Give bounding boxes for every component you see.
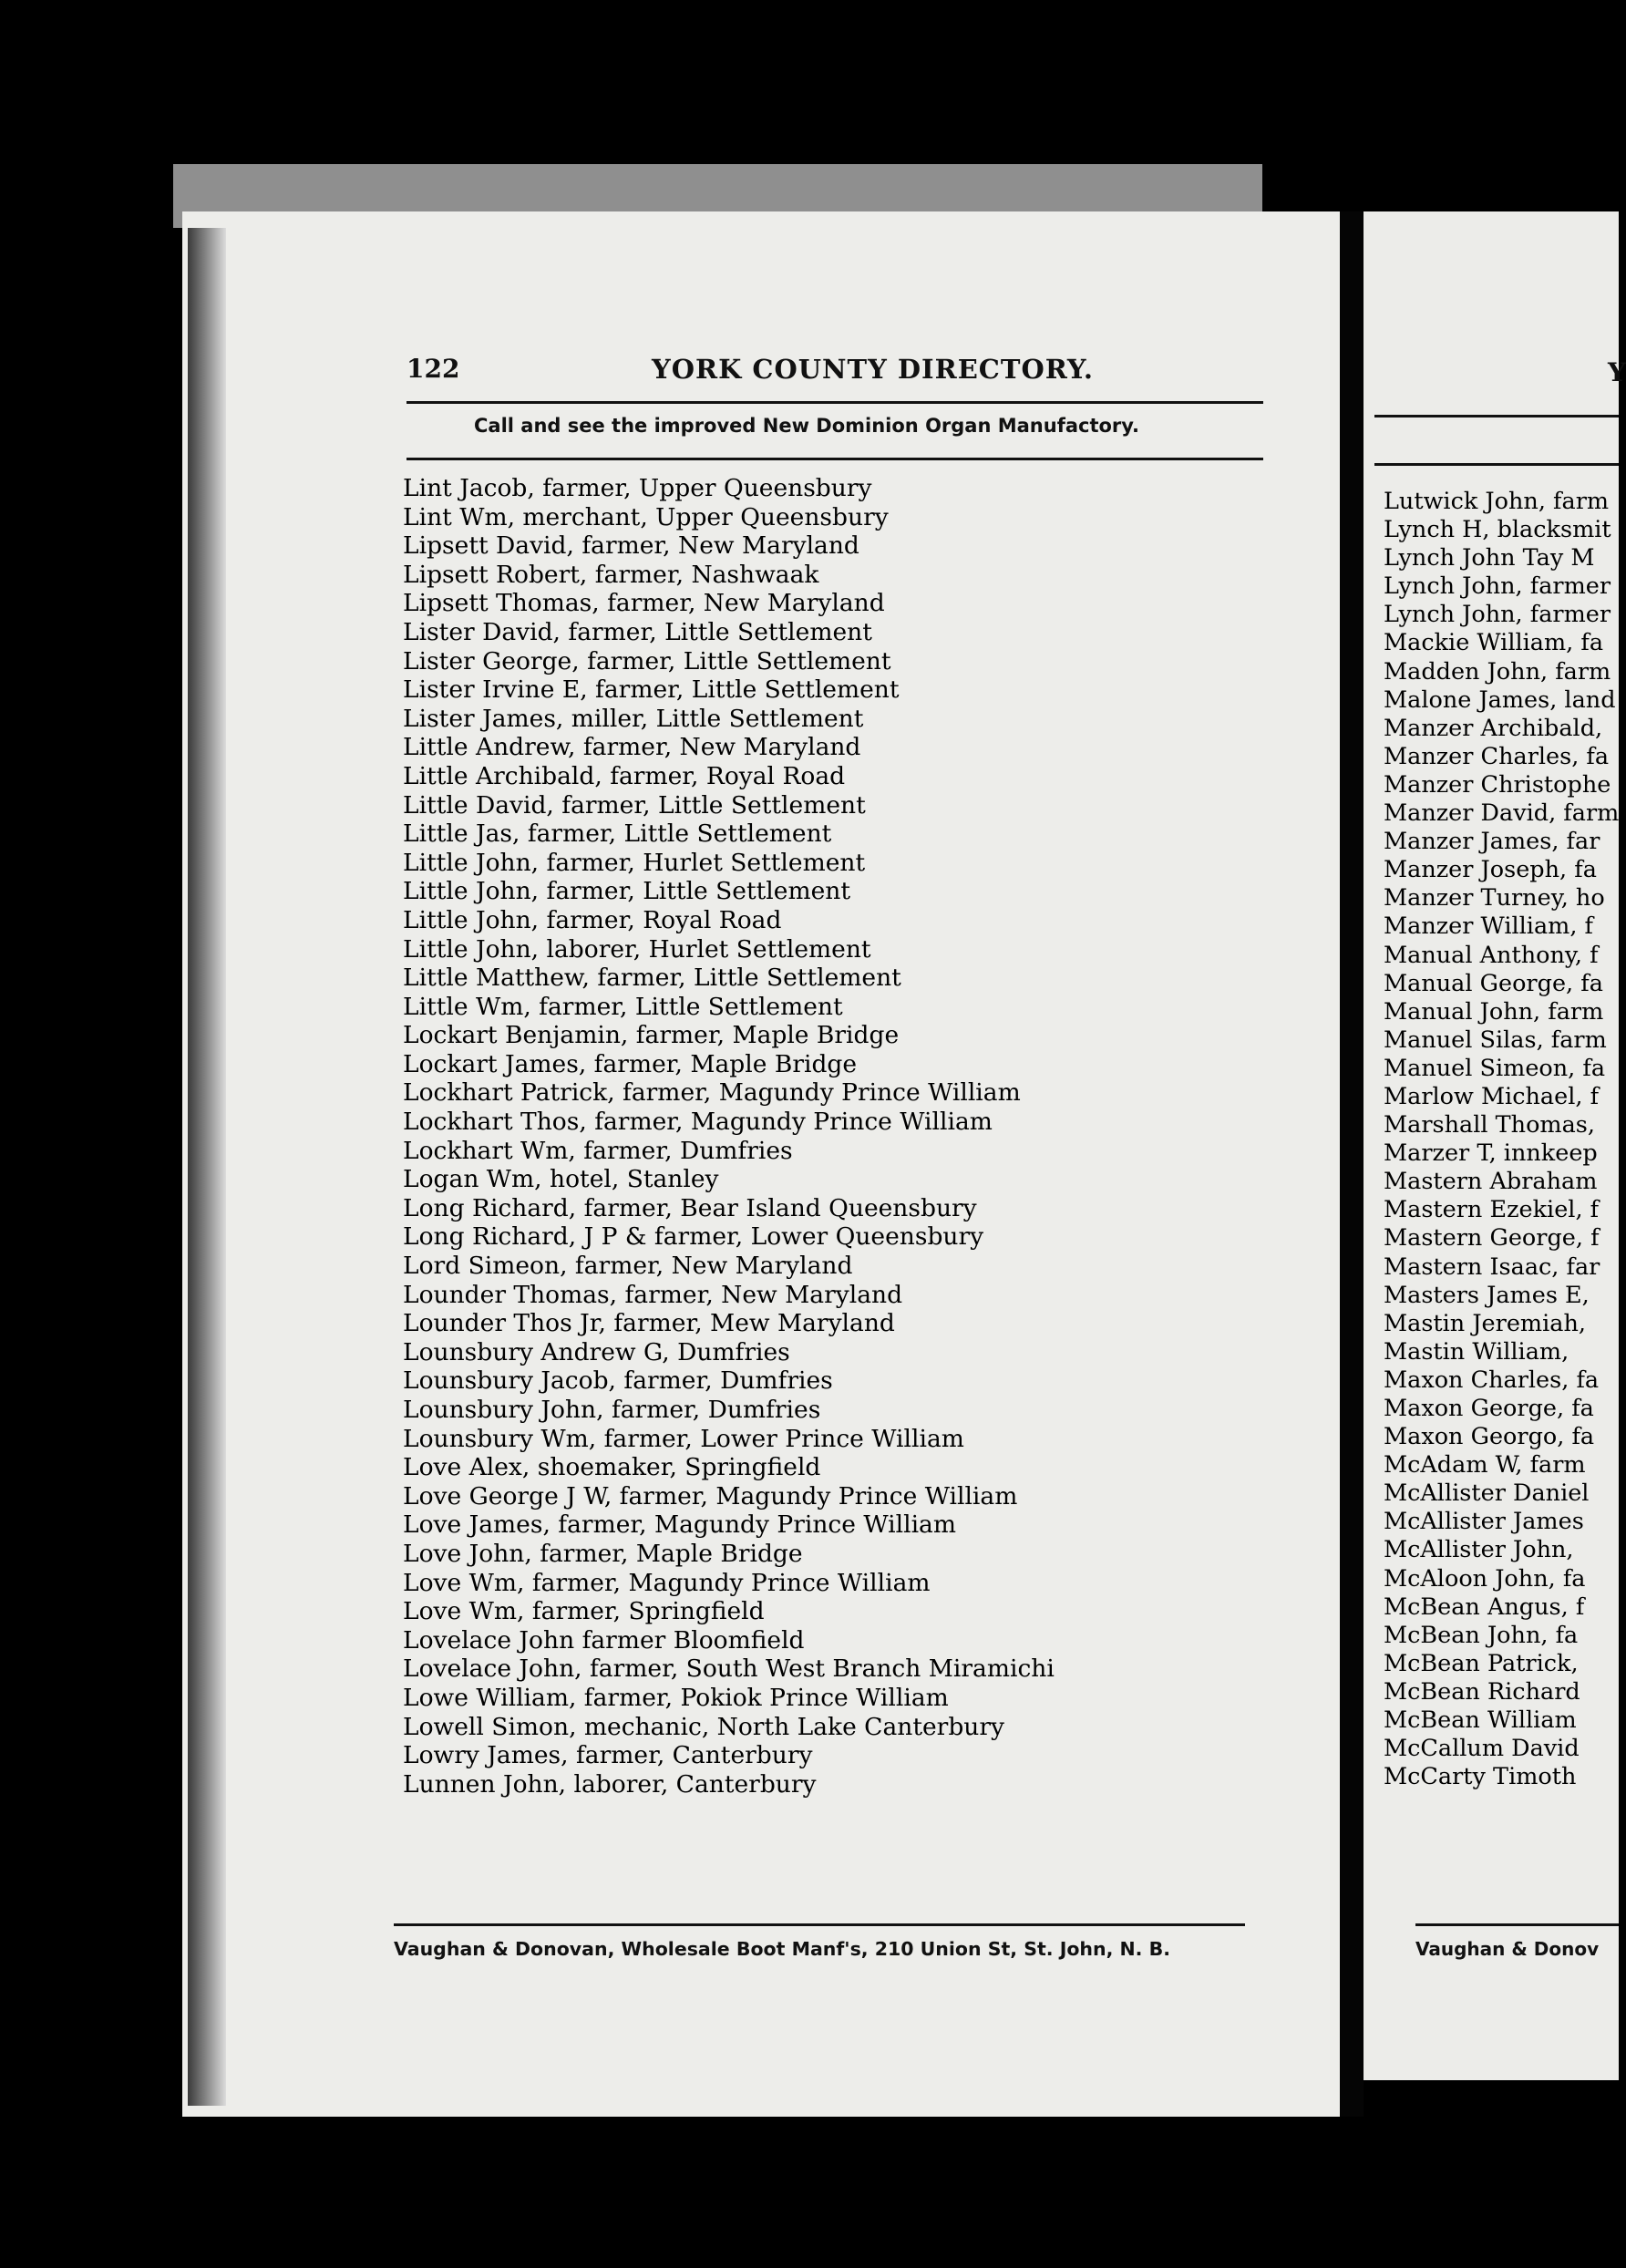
directory-entry: Lounsbury Andrew G, Dumfries	[403, 1337, 790, 1366]
right-page-entry: Marlow Michael, f	[1384, 1082, 1600, 1110]
right-page-entry: McBean Richard	[1384, 1677, 1580, 1706]
directory-listing	[403, 474, 1314, 1799]
right-page-entry: Mastern Isaac, far	[1384, 1253, 1600, 1281]
directory-entry: Little John, laborer, Hurlet Settlement	[403, 934, 871, 964]
directory-entry: Lowe William, farmer, Pokiok Prince William	[403, 1683, 949, 1712]
directory-entry: Lint Wm, merchant, Upper Queensbury	[403, 502, 889, 531]
right-page-entry: Marzer T, innkeep	[1384, 1139, 1598, 1168]
right-page-entry: Lutwick John, farm	[1384, 488, 1610, 515]
right-page-entry: Manual Anthony, f	[1384, 941, 1599, 969]
right-page-entry: Mastern Abraham	[1384, 1168, 1598, 1196]
directory-entry: Lowell Simon, mechanic, North Lake Canterbury	[403, 1712, 1004, 1741]
directory-entry: Love John, farmer, Maple Bridge	[403, 1539, 803, 1568]
right-page-entry: Maxon George, fa	[1384, 1395, 1594, 1422]
directory-entry: Lounsbury Wm, farmer, Lower Prince William	[403, 1424, 964, 1453]
directory-entry: Little Wm, farmer, Little Settlement	[403, 992, 843, 1021]
right-page-entry: Manzer James, far	[1384, 828, 1600, 856]
directory-entry: Lunnen John, laborer, Canterbury	[403, 1769, 817, 1799]
right-page-entry: Manzer Joseph, fa	[1384, 856, 1597, 884]
right-page-entry: Madden John, farm	[1384, 657, 1611, 686]
directory-entry: Lovelace John farmer Bloomfield	[403, 1625, 805, 1655]
right-page-entry: Mastern Ezekiel, f	[1384, 1196, 1600, 1224]
right-page-entry: Lynch John Tay M	[1384, 544, 1595, 572]
right-page-entry: Manzer Turney, ho	[1384, 884, 1605, 912]
directory-entry: Love Alex, shoemaker, Springfield	[403, 1453, 821, 1482]
directory-entry: Logan Wm, hotel, Stanley	[403, 1165, 719, 1194]
directory-entry: Lister James, miller, Little Settlement	[403, 704, 864, 733]
right-header-rule-bottom	[1374, 463, 1619, 466]
right-page-entry: McAllister John,	[1384, 1536, 1574, 1564]
right-page-entry: Lynch H, blacksmit	[1384, 516, 1611, 544]
directory-entry: Lipsett Robert, farmer, Nashwaak	[403, 560, 819, 589]
footer-advertisement: Vaughan & Donovan, Wholesale Boot Manf's, 210 Union St, St. John, N. B.	[394, 1938, 1171, 1960]
directory-entry: Love George J W, farmer, Magundy Prince William	[403, 1481, 1018, 1510]
directory-entry: Little Jas, farmer, Little Settlement	[403, 820, 832, 849]
right-page-entry: Manzer Charles, fa	[1384, 742, 1610, 770]
directory-entry: Lockart James, farmer, Maple Bridge	[403, 1049, 858, 1078]
directory-entry: Little John, farmer, Little Settlement	[403, 877, 850, 906]
page-gutter	[1340, 211, 1364, 2117]
header-advertisement: Call and see the improved New Dominion Organ Manufactory.	[474, 415, 1140, 437]
right-page-entry: Mastin Jeremiah,	[1384, 1309, 1586, 1337]
right-page-entry: Manuel Simeon, fa	[1384, 1054, 1606, 1082]
directory-entry: Lounsbury John, farmer, Dumfries	[403, 1396, 821, 1424]
directory-entry: Lockhart Patrick, farmer, Magundy Prince William	[403, 1078, 1021, 1108]
right-page-entry: McBean William	[1384, 1706, 1577, 1735]
right-page-entry: Manzer David, farm	[1384, 799, 1620, 828]
right-page-entry: Manzer Christophe	[1384, 770, 1611, 799]
directory-entry: Lister David, farmer, Little Settlement	[403, 617, 872, 646]
header-rule-top	[406, 401, 1263, 404]
directory-entry: Love James, farmer, Magundy Prince William	[403, 1510, 956, 1540]
right-header-rule-top	[1374, 415, 1619, 418]
page-number: 122	[406, 354, 460, 384]
directory-entry: Lockhart Thos, farmer, Magundy Prince William	[403, 1108, 993, 1137]
right-page-entry: Malone James, land	[1384, 686, 1616, 714]
right-footer-rule	[1415, 1923, 1619, 1926]
right-page-entry: Lynch John, farmer	[1384, 572, 1611, 601]
right-page-entry: Manzer Archibald,	[1384, 714, 1603, 742]
directory-entry: Lister Irvine E, farmer, Little Settlement	[403, 675, 900, 705]
directory-entry: Lounder Thomas, farmer, New Maryland	[403, 1280, 903, 1309]
right-page-entry: McAllister Daniel	[1384, 1479, 1590, 1508]
right-page-entry: McBean Patrick,	[1384, 1649, 1579, 1677]
right-page-entry: Masters James E,	[1384, 1281, 1590, 1309]
right-page-title-fragment: Y	[1608, 357, 1626, 387]
book-spine	[188, 228, 226, 2106]
right-page-entry: Lynch John, farmer	[1384, 601, 1611, 629]
right-page-entry: Manuel Silas, farm	[1384, 1026, 1607, 1054]
directory-entry: Lipsett Thomas, farmer, New Maryland	[403, 589, 885, 618]
directory-entry: Lovelace John, farmer, South West Branch Miramichi	[403, 1655, 1055, 1684]
directory-entry: Love Wm, farmer, Springfield	[403, 1597, 765, 1626]
page-title: YORK COUNTY DIRECTORY.	[652, 354, 1094, 385]
right-page-entry: McAloon John, fa	[1384, 1564, 1586, 1593]
right-page-listing	[1384, 488, 1619, 1791]
directory-entry: Lister George, farmer, Little Settlement	[403, 646, 891, 675]
directory-entry: Lockhart Wm, farmer, Dumfries	[403, 1136, 793, 1165]
header-rule-bottom	[406, 458, 1263, 460]
directory-entry: Little Andrew, farmer, New Maryland	[403, 733, 861, 762]
directory-entry: Love Wm, farmer, Magundy Prince William	[403, 1568, 931, 1597]
directory-entry: Lockart Benjamin, farmer, Maple Bridge	[403, 1021, 900, 1050]
right-page-entry: Mastern George, f	[1384, 1224, 1600, 1253]
directory-entry: Lounder Thos Jr, farmer, Mew Maryland	[403, 1309, 895, 1338]
right-page-entry: Manual John, farm	[1384, 997, 1604, 1026]
right-page-entry: Manzer William, f	[1384, 912, 1593, 941]
right-page-entry: McCallum David	[1384, 1735, 1580, 1763]
directory-entry: Little John, farmer, Hurlet Settlement	[403, 848, 866, 877]
directory-entry: Lint Jacob, farmer, Upper Queensbury	[403, 474, 872, 502]
directory-entry: Lowry James, farmer, Canterbury	[403, 1741, 813, 1770]
right-page-entry: Maxon Georgo, fa	[1384, 1423, 1595, 1451]
directory-entry: Little Archibald, farmer, Royal Road	[403, 761, 846, 790]
right-page-entry: McCarty Timoth	[1384, 1763, 1577, 1791]
right-page-entry: McAdam W, farm	[1384, 1451, 1586, 1479]
directory-entry: Lipsett David, farmer, New Maryland	[403, 531, 859, 561]
right-page-entry: Manual George, fa	[1384, 969, 1603, 997]
directory-entry: Little John, farmer, Royal Road	[403, 905, 782, 934]
right-page-entry: Mackie William, fa	[1384, 629, 1604, 657]
right-page-entry: Marshall Thomas,	[1384, 1111, 1595, 1139]
directory-entry: Long Richard, J P & farmer, Lower Queensbury	[403, 1222, 984, 1252]
right-page-entry: McBean John, fa	[1384, 1621, 1579, 1649]
right-page-entry: Mastin William,	[1384, 1337, 1569, 1366]
right-page-entry: McAllister James	[1384, 1508, 1584, 1536]
directory-entry: Lord Simeon, farmer, New Maryland	[403, 1252, 853, 1281]
right-page-entry: Maxon Charles, fa	[1384, 1366, 1600, 1394]
right-footer-fragment: Vaughan & Donov	[1415, 1938, 1600, 1960]
directory-entry: Little David, farmer, Little Settlement	[403, 790, 866, 820]
right-page-entry: McBean Angus, f	[1384, 1593, 1585, 1621]
directory-entry: Long Richard, farmer, Bear Island Queensbury	[403, 1193, 977, 1222]
footer-rule	[394, 1923, 1245, 1926]
directory-entry: Lounsbury Jacob, farmer, Dumfries	[403, 1366, 833, 1396]
directory-entry: Little Matthew, farmer, Little Settlement	[403, 964, 901, 993]
